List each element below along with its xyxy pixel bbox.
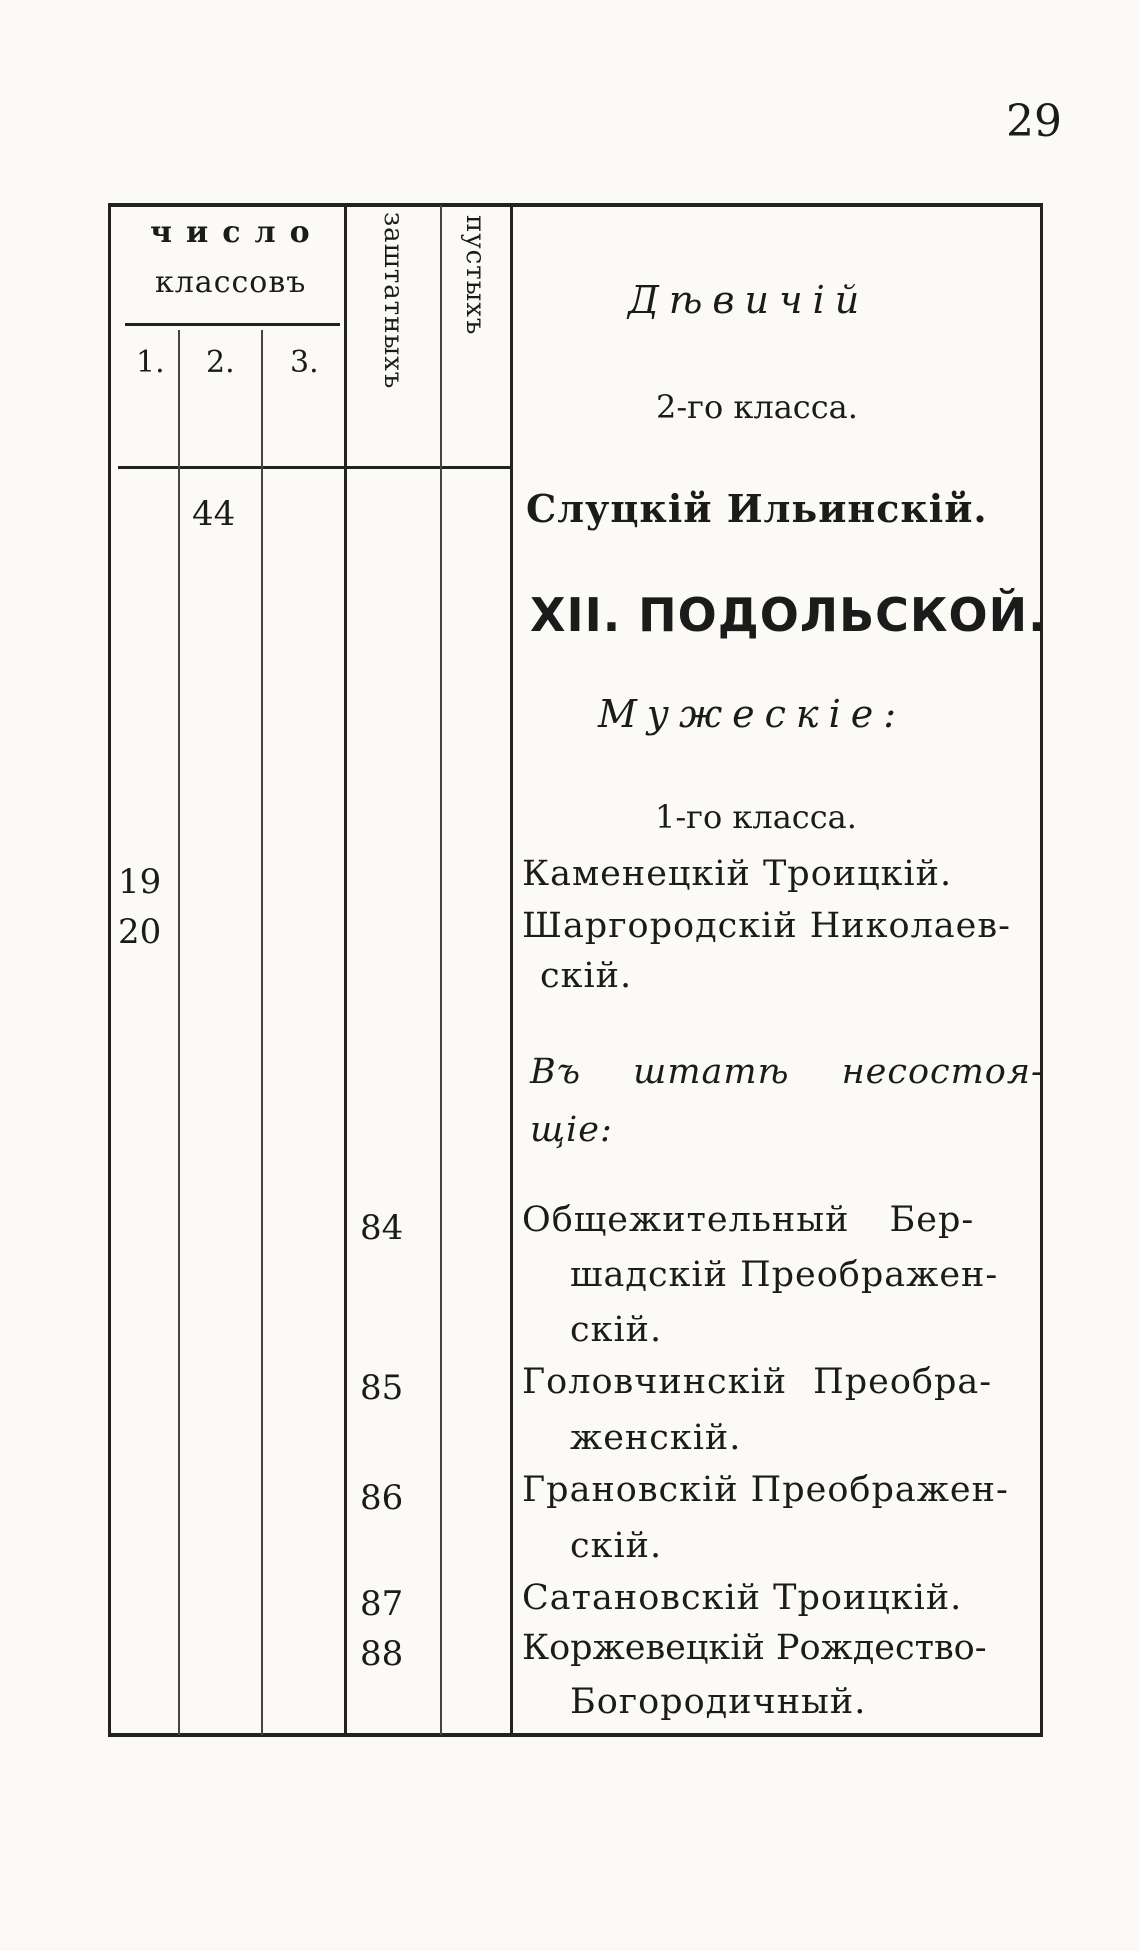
kam-name: Каменецкій Троицкій. [522,854,953,894]
bersh-line-3: скій. [570,1310,663,1350]
female-section-title: Дѣвичій [628,278,870,322]
page-number: 29 [1006,96,1062,147]
granov-count: 86 [360,1478,404,1518]
golov-line-2: женскій. [570,1418,742,1458]
bersh-line-1: Общежительный Бер- [522,1200,975,1240]
korzh-line-2: Богородичный. [570,1682,867,1722]
left-border [108,205,111,1735]
nonstaff-heading-line-1: Въ штатѣ несостоя- [530,1052,1044,1092]
satan-name: Сатановскій Троицкій. [522,1578,963,1618]
male-class-label: 1-го класса. [655,798,857,836]
bersh-count: 84 [360,1208,404,1248]
empty-header: пустыхъ [460,215,490,336]
satan-count: 87 [360,1584,404,1624]
korzh-line-1: Коржевецкій Рождество- [522,1628,987,1668]
slutsk-name: Слуцкій Ильинскій. [526,486,988,531]
sharg-name-line-2: скій. [540,956,633,996]
male-section-title: Мужескіе: [598,692,907,736]
governorate-heading: XII. ПОДОЛЬСКОЙ. [530,588,1047,642]
golov-count: 85 [360,1368,404,1408]
granov-line-2: скій. [570,1526,663,1566]
bottom-rule [108,1733,1043,1737]
nonstaff-heading-line-2: щіе: [530,1110,613,1150]
staffed-header: заштатныхъ [378,212,408,390]
class-col-3-header: 3. [290,345,319,380]
female-class-label: 2-го класса. [656,388,858,426]
class-col-1-header: 1. [136,345,165,380]
empty-names-divider [510,205,513,1735]
kam-count: 19 [118,862,162,902]
slutsk-count: 44 [192,494,236,534]
header-bottom-rule [118,466,510,469]
classes-subrule [125,323,340,326]
staffed-empty-divider [440,205,442,1735]
korzh-count: 88 [360,1634,404,1674]
count-header: число [150,215,324,250]
col-1-2-divider [178,330,180,1735]
col-2-3-divider [261,330,263,1735]
granov-line-1: Грановскій Преображен- [522,1470,1009,1510]
top-rule [108,203,1043,207]
class-col-2-header: 2. [206,345,235,380]
col-3-staffed-divider [344,205,347,1735]
sharg-name-line-1: Шаргородскій Николаев- [522,906,1011,946]
sharg-count: 20 [118,912,162,952]
golov-line-1: Головчинскій Преобра- [522,1362,993,1402]
right-border [1040,205,1043,1735]
bersh-line-2: шадскій Преображен- [570,1255,999,1295]
classes-header: классовъ [155,265,307,300]
